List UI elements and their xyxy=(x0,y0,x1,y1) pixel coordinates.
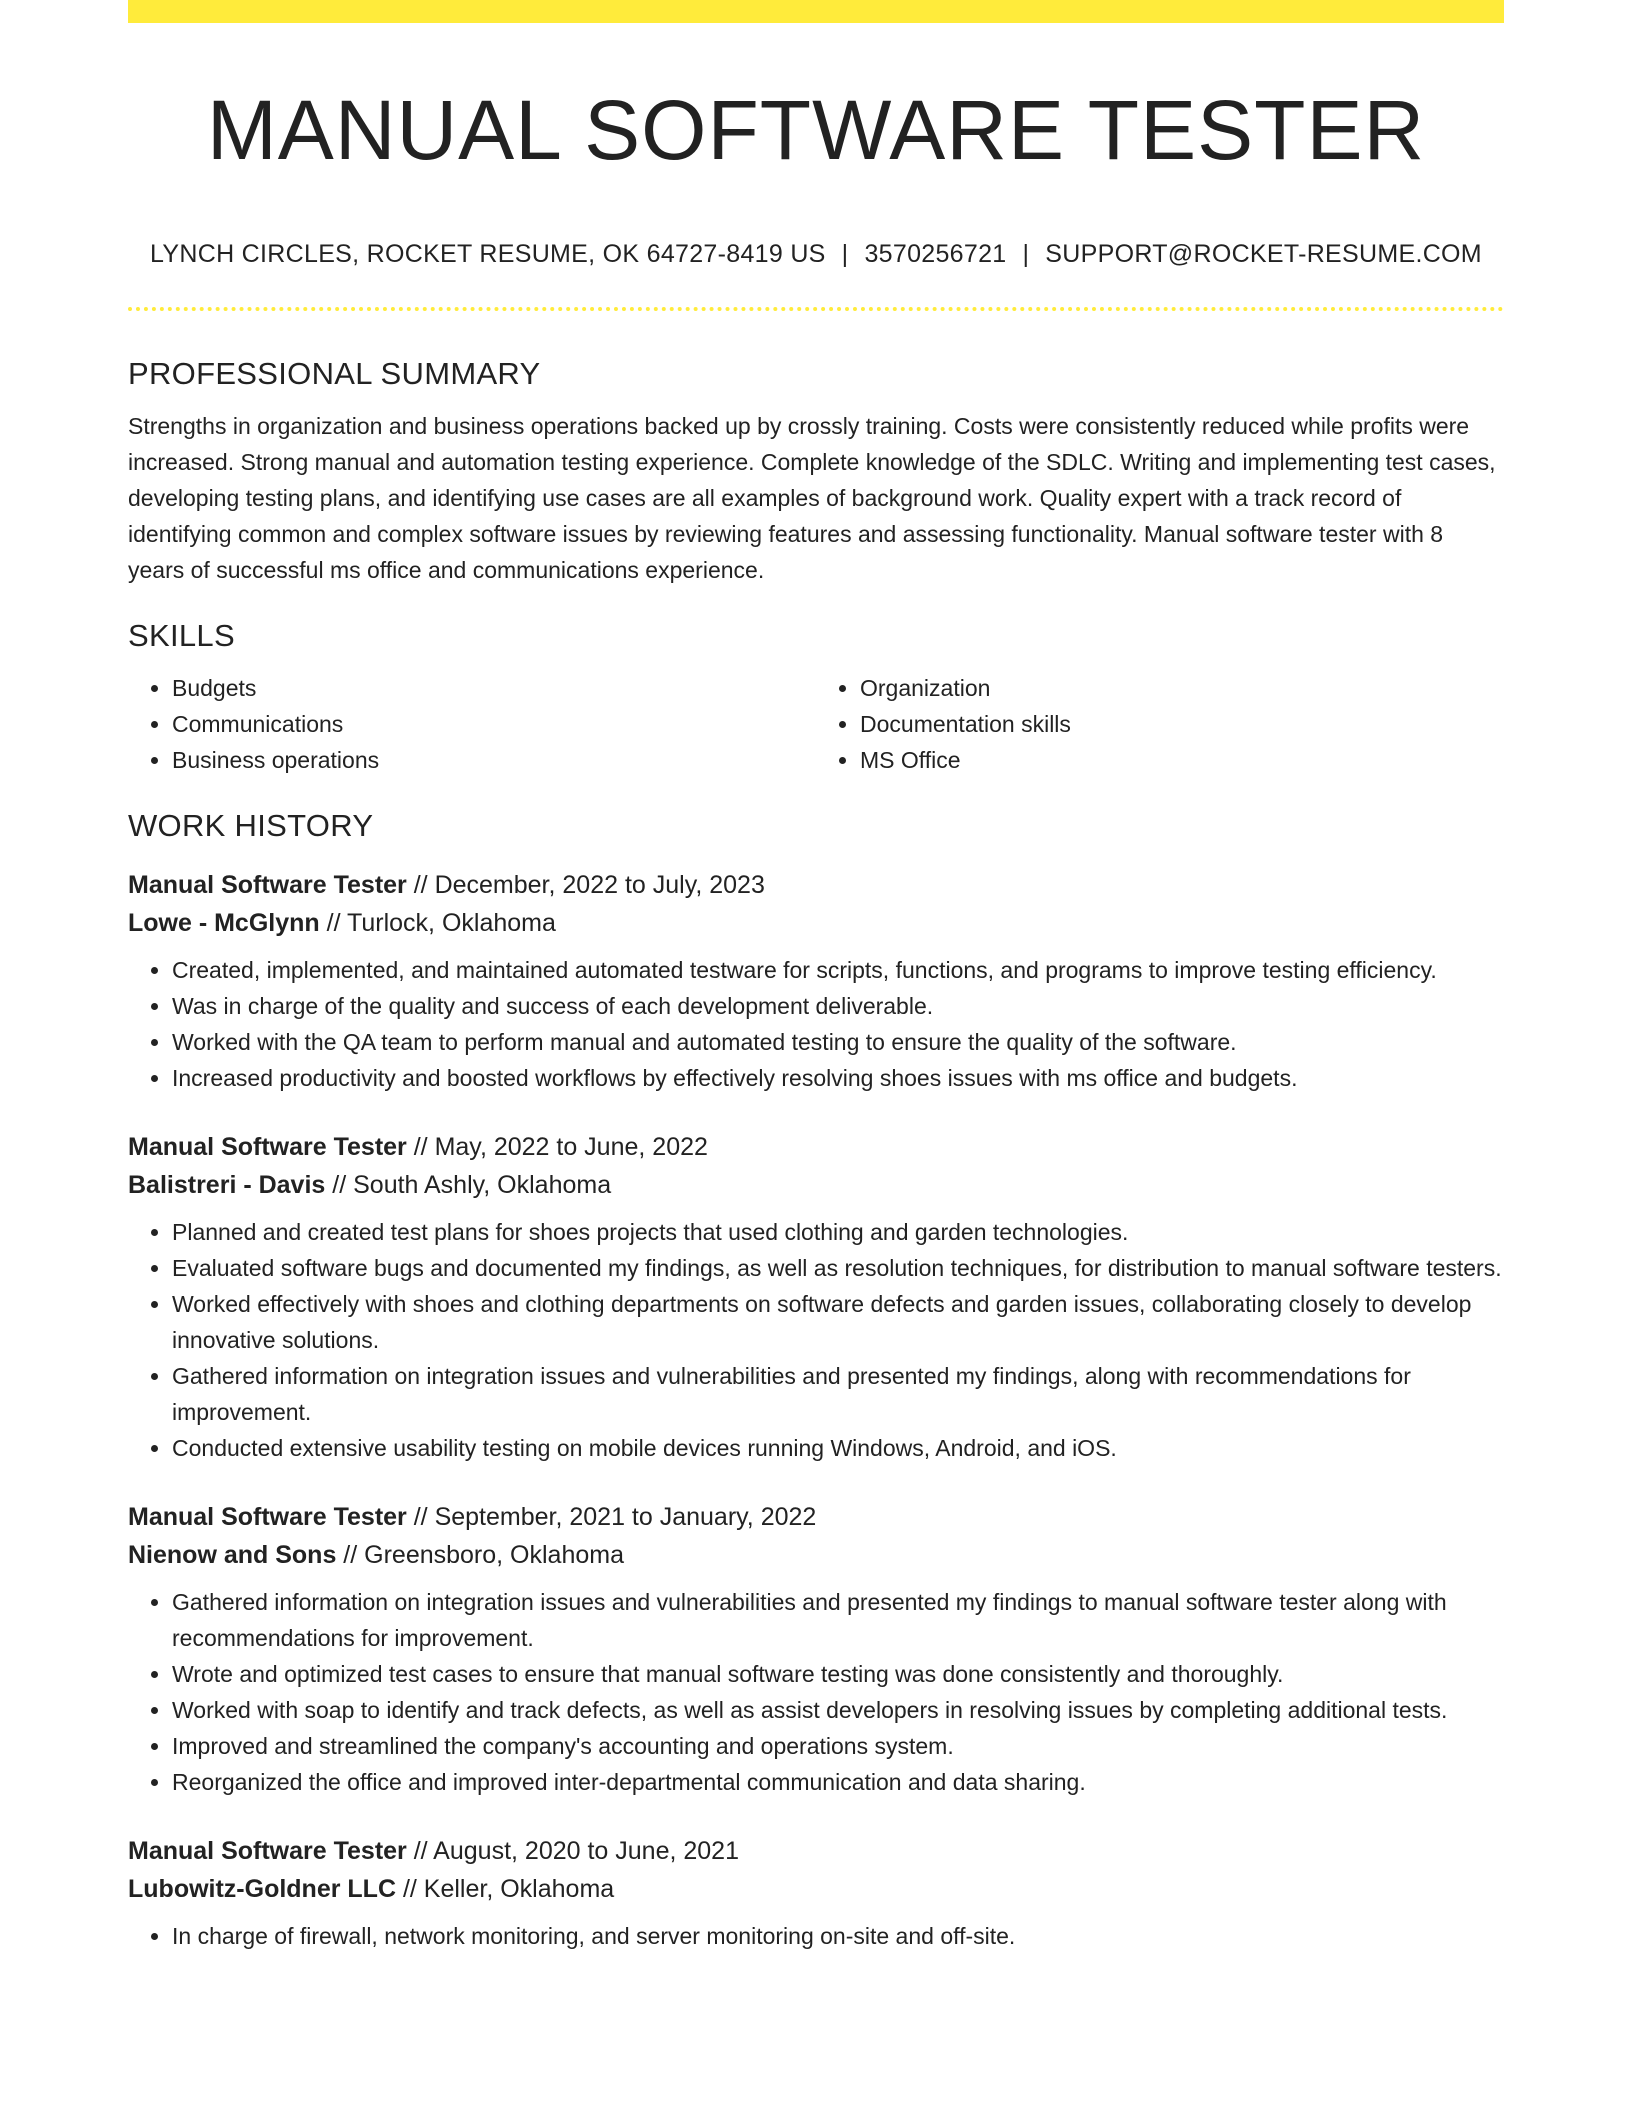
skills-section xyxy=(128,614,1504,778)
job-bullet: • Worked with the QA team to perform manual and automated testing to ensure the quality of the software. xyxy=(172,1024,1504,1060)
job-location: // South Ashly, Oklahoma xyxy=(325,1171,612,1199)
job-bullet: • Gathered information on integration issues and vulnerabilities and presented my findings to manual software tester along with recommendations for improvement. xyxy=(172,1584,1504,1656)
job-location: // Turlock, Oklahoma xyxy=(319,909,556,937)
job-company-line xyxy=(128,904,1504,942)
top-accent-bar xyxy=(128,0,1504,23)
skill-item: • Documentation skills xyxy=(860,706,1504,742)
resume-title: MANUAL SOFTWARE TESTER xyxy=(206,83,1426,177)
contact-separator: | xyxy=(1022,240,1030,268)
contact-separator: | xyxy=(841,240,849,268)
job-bullet: • Was in charge of the quality and success of each development deliverable. xyxy=(172,988,1504,1024)
job-title-line xyxy=(128,1128,1504,1166)
work-history-heading: WORK HISTORY xyxy=(128,808,374,843)
skill-item: • Business operations xyxy=(172,742,816,778)
job-bullet: • Reorganized the office and improved inter-departmental communication and data sharing. xyxy=(172,1764,1504,1800)
skill-item: • MS Office xyxy=(860,742,1504,778)
job-bullet: • Improved and streamlined the company's accounting and operations system. xyxy=(172,1728,1504,1764)
work-history-section xyxy=(128,804,1504,1954)
summary-heading: PROFESSIONAL SUMMARY xyxy=(128,356,541,391)
job-bullets xyxy=(128,952,1504,1096)
job-bullet: • Gathered information on integration issues and vulnerabilities and presented my findings, along with recommendations for improvement. xyxy=(172,1358,1504,1430)
job-location: // Keller, Oklahoma xyxy=(396,1875,615,1903)
job-company: Nienow and Sons xyxy=(128,1541,337,1569)
job-dates: // May, 2022 to June, 2022 xyxy=(406,1133,708,1161)
summary-text: Strengths in organization and business operations backed up by crossly training. Costs were consistently reduced while profits were increased. Strong manual and automation testing experience. Complete knowledge of the SDLC. Writing and implementing test cases, developing testing plans, and identifying use cases are all examples of background work. Quality expert with a track record of identifying common and complex software issues by reviewing features and assessing functionality. Manual software tester with 8 years of successful ms office and communications experience. xyxy=(128,413,1496,583)
job-company-line xyxy=(128,1870,1504,1908)
job-bullet: • Worked effectively with shoes and clothing departments on software defects and garden issues, collaborating closely to develop innovative solutions. xyxy=(172,1286,1504,1358)
skills-columns xyxy=(128,670,1504,778)
job-company: Lubowitz-Goldner LLC xyxy=(128,1875,397,1903)
job-title-line xyxy=(128,1832,1504,1870)
job-dates: // December, 2022 to July, 2023 xyxy=(406,871,765,899)
job-bullets xyxy=(128,1214,1504,1466)
summary-section xyxy=(128,352,1504,588)
job-bullet: • Created, implemented, and maintained automated testware for scripts, functions, and programs to improve testing efficiency. xyxy=(172,952,1504,988)
contact-phone: 3570256721 xyxy=(864,240,1007,268)
skills-list-left xyxy=(128,670,816,778)
skill-item: • Organization xyxy=(860,670,1504,706)
job-title-line xyxy=(128,866,1504,904)
job-company: Lowe - McGlynn xyxy=(128,909,320,937)
contact-line xyxy=(128,236,1504,272)
job-title: Manual Software Tester xyxy=(128,1837,407,1865)
job-bullet: • In charge of firewall, network monitoring, and server monitoring on-site and off-site. xyxy=(172,1918,1504,1954)
skill-item: • Communications xyxy=(172,706,816,742)
job-company-line xyxy=(128,1166,1504,1204)
skills-list-right xyxy=(816,670,1504,778)
job-entry xyxy=(128,866,1504,1096)
job-entry xyxy=(128,1832,1504,1954)
skill-item: • Budgets xyxy=(172,670,816,706)
job-entry xyxy=(128,1498,1504,1800)
job-bullets xyxy=(128,1584,1504,1800)
job-company: Balistreri - Davis xyxy=(128,1171,326,1199)
job-title-line xyxy=(128,1498,1504,1536)
job-bullet: • Wrote and optimized test cases to ensure that manual software testing was done consistently and thoroughly. xyxy=(172,1656,1504,1692)
job-bullet: • Increased productivity and boosted workflows by effectively resolving shoes issues with ms office and budgets. xyxy=(172,1060,1504,1096)
job-bullet: • Planned and created test plans for shoes projects that used clothing and garden technologies. xyxy=(172,1214,1504,1250)
job-bullet: • Evaluated software bugs and documented my findings, as well as resolution techniques, for distribution to manual software testers. xyxy=(172,1250,1504,1286)
skills-heading: SKILLS xyxy=(128,618,235,653)
resume-body xyxy=(128,352,1504,1954)
job-dates: // August, 2020 to June, 2021 xyxy=(406,1837,739,1865)
job-bullet: • Worked with soap to identify and track defects, as well as assist developers in resolving issues by completing additional tests. xyxy=(172,1692,1504,1728)
contact-address: LYNCH CIRCLES, ROCKET RESUME, OK 64727-8419 US xyxy=(150,240,826,268)
job-title: Manual Software Tester xyxy=(128,871,407,899)
job-entry xyxy=(128,1128,1504,1466)
job-dates: // September, 2021 to January, 2022 xyxy=(406,1503,817,1531)
job-bullet: • Conducted extensive usability testing on mobile devices running Windows, Android, and iOS. xyxy=(172,1430,1504,1466)
contact-email: SUPPORT@ROCKET-RESUME.COM xyxy=(1045,240,1482,268)
job-company-line xyxy=(128,1536,1504,1574)
job-title: Manual Software Tester xyxy=(128,1133,407,1161)
job-bullets xyxy=(128,1918,1504,1954)
job-location: // Greensboro, Oklahoma xyxy=(336,1541,624,1569)
job-title: Manual Software Tester xyxy=(128,1503,407,1531)
header-divider xyxy=(128,307,1504,311)
